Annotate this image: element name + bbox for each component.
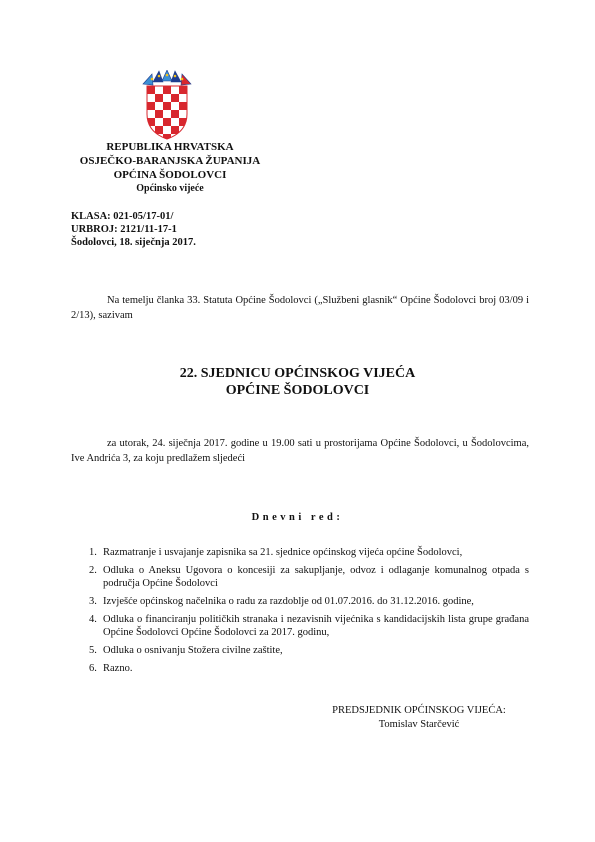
session-title-line1: 22. SJEDNICU OPĆINSKOG VIJEĆA [179, 366, 416, 381]
agenda-item [89, 546, 529, 559]
agenda-item-text: Odluka o Aneksu Ugovora o koncesiji za sakupljanje, odvoz i odlaganje komunalnog otpada s područja Općine Šodolovci [103, 565, 529, 589]
agenda-item [89, 662, 529, 675]
agenda-title: Dnevni red: [251, 512, 344, 523]
signature-role: PREDSJEDNIK OPĆINSKOG VIJEĆA: [332, 705, 506, 716]
header-country: REPUBLIKA HRVATSKA [106, 141, 234, 153]
agenda-item [89, 564, 529, 590]
klasa-line: KLASA: 021-05/17-01/ [71, 211, 174, 222]
agenda-item [89, 644, 529, 657]
signature-name: Tomislav Starčević [378, 719, 460, 730]
agenda-list [89, 546, 529, 675]
agenda-item-number: 5. [89, 645, 97, 656]
reference-block [71, 210, 196, 249]
signature-block [300, 704, 538, 732]
agenda-item-number: 1. [89, 547, 97, 558]
agenda-item-number: 6. [89, 663, 97, 674]
intro-paragraph: Na temelju članka 33. Statuta Općine Šodolovci („Službeni glasnik“ Općine Šodolovci broj 03/09 i 2/13), sazivam [71, 295, 529, 321]
session-title-line2: OPĆINE ŠODOLOVCI [225, 383, 370, 398]
agenda-item-text: Izvješće općinskog načelnika o radu za razdoblje od 01.07.2016. do 31.12.2016. godine, [103, 596, 474, 607]
agenda-item [89, 595, 529, 608]
agenda-item-number: 2. [89, 565, 97, 576]
agenda-item-text: Razno. [103, 663, 133, 674]
header-county: OSJEČKO-BARANJSKA ŽUPANIJA [79, 155, 261, 167]
session-title [60, 365, 535, 399]
urbroj-line: URBROJ: 2121/11-17-1 [71, 224, 177, 235]
agenda-item-text: Razmatranje i usvajanje zapisnika sa 21. sjednice općinskog vijeća općine Šodolovci, [103, 547, 463, 558]
institution-header [60, 140, 280, 196]
coat-of-arms-icon [141, 70, 193, 140]
place-date-line: Šodolovci, 18. siječnja 2017. [71, 237, 196, 248]
agenda-item-text: Odluka o osnivanju Stožera civilne zaštite, [103, 645, 283, 656]
header-council: Općinsko vijeće [136, 183, 204, 194]
header-municipality: OPĆINA ŠODOLOVCI [113, 169, 227, 181]
crown [143, 70, 191, 85]
checkerboard-shield [147, 86, 187, 140]
agenda-item [89, 613, 529, 639]
agenda-item-text: Odluka o financiranju političkih stranaka i nezavisnih vijećnika s kandidacijskih lista grupe građana Općine Šodolovci Općine Šodolovci za 2017. godinu, [103, 614, 529, 638]
agenda-item-number: 4. [89, 614, 97, 625]
session-paragraph: za utorak, 24. siječnja 2017. godine u 19.00 sati u prostorijama Općine Šodolovci, u Šodolovcima, Ive Andrića 3, za koju predlažem sljedeći [71, 438, 529, 464]
agenda-item-number: 3. [89, 596, 97, 607]
